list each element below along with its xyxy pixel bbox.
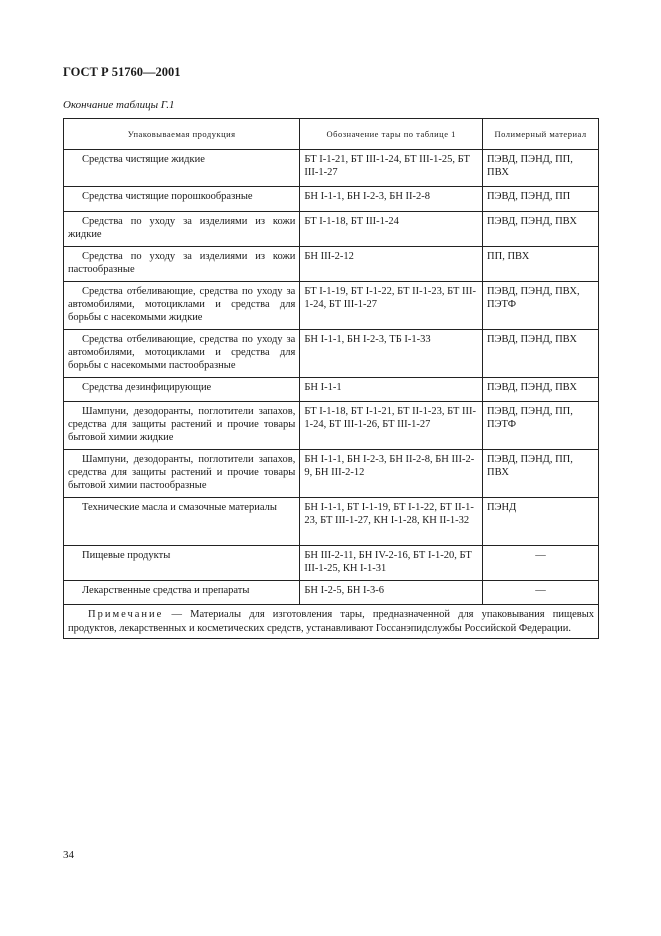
cell-product: Шампуни, дезодоранты, поглотители запахов, средства для защиты растений и прочие товары бытовой химии пастообразные bbox=[64, 450, 300, 498]
cell-material: ПЭВД, ПЭНД, ПП, ПЭТФ bbox=[483, 402, 599, 450]
table-row bbox=[64, 546, 599, 581]
page-number: 34 bbox=[63, 849, 74, 861]
note-text: — Материалы для изготовления тары, предназначенной для упаковывания пищевых продуктов, лекарственных и косметических средств, устанавливают Госсанэпидслужбы Российской Федерации. bbox=[68, 609, 594, 634]
cell-packaging: БН I-1-1, БН I-2-3, ТБ I-1-33 bbox=[300, 330, 483, 378]
table-row bbox=[64, 212, 599, 247]
table-note bbox=[64, 605, 599, 639]
cell-packaging: БН I-1-1, БН I-2-3, БН II-2-8, БН III-2-9, БН III-2-12 bbox=[300, 450, 483, 498]
cell-packaging: БТ I-1-18, БТ I-1-21, БТ II-1-23, БТ III-1-24, БТ III-1-26, БТ III-1-27 bbox=[300, 402, 483, 450]
note-label: Примечание bbox=[88, 609, 164, 620]
document-header: ГОСТ Р 51760—2001 bbox=[63, 65, 181, 79]
header-product: Упаковываемая продукция bbox=[64, 119, 300, 150]
cell-packaging: БН III-2-11, БН IV-2-16, БТ I-1-20, БТ III-1-25, КН I-1-31 bbox=[300, 546, 483, 581]
cell-packaging: БТ I-1-21, БТ III-1-24, БТ III-1-25, БТ III-1-27 bbox=[300, 150, 483, 187]
table-row bbox=[64, 330, 599, 378]
cell-material: ПЭВД, ПЭНД, ПВХ bbox=[483, 330, 599, 378]
cell-material: ПЭВД, ПЭНД, ПВХ, ПЭТФ bbox=[483, 282, 599, 330]
table-header-row bbox=[64, 119, 599, 150]
cell-material: ПЭВД, ПЭНД, ПП bbox=[483, 187, 599, 212]
cell-product: Пищевые продукты bbox=[64, 546, 300, 581]
cell-product: Шампуни, дезодоранты, поглотители запахов, средства для защиты растений и прочие товары бытовой химии жидкие bbox=[64, 402, 300, 450]
cell-product: Средства по уходу за изделиями из кожи пастообразные bbox=[64, 247, 300, 282]
table-row bbox=[64, 282, 599, 330]
table-row bbox=[64, 450, 599, 498]
cell-packaging: БН I-1-1, БТ I-1-19, БТ I-1-22, БТ II-1-23, БТ III-1-27, КН I-1-28, КН II-1-32 bbox=[300, 498, 483, 546]
table-row bbox=[64, 581, 599, 605]
cell-product: Средства отбеливающие, средства по уходу за автомобилями, мотоциклами и средства для борьбы с насекомыми жидкие bbox=[64, 282, 300, 330]
cell-material: ПЭНД bbox=[483, 498, 599, 546]
table-row bbox=[64, 247, 599, 282]
cell-packaging: БН I-1-1 bbox=[300, 378, 483, 402]
table-row bbox=[64, 498, 599, 546]
cell-product: Средства чистящие порошкообразные bbox=[64, 187, 300, 212]
cell-packaging: БН I-1-1, БН I-2-3, БН II-2-8 bbox=[300, 187, 483, 212]
cell-material: — bbox=[483, 581, 599, 605]
cell-material: ПЭВД, ПЭНД, ПВХ bbox=[483, 378, 599, 402]
table-row bbox=[64, 150, 599, 187]
cell-product: Технические масла и смазочные материалы bbox=[64, 498, 300, 546]
cell-product: Средства чистящие жидкие bbox=[64, 150, 300, 187]
cell-material: ПП, ПВХ bbox=[483, 247, 599, 282]
cell-material: ПЭВД, ПЭНД, ПП, ПВХ bbox=[483, 150, 599, 187]
cell-product: Средства отбеливающие, средства по уходу за автомобилями, мотоциклами и средства для борьбы с насекомыми пастообразные bbox=[64, 330, 300, 378]
cell-product: Лекарственные средства и препараты bbox=[64, 581, 300, 605]
cell-material: ПЭВД, ПЭНД, ПВХ bbox=[483, 212, 599, 247]
cell-product: Средства по уходу за изделиями из кожи жидкие bbox=[64, 212, 300, 247]
cell-packaging: БН I-2-5, БН I-3-6 bbox=[300, 581, 483, 605]
cell-packaging: БН III-2-12 bbox=[300, 247, 483, 282]
table-row bbox=[64, 402, 599, 450]
cell-material: ПЭВД, ПЭНД, ПП, ПВХ bbox=[483, 450, 599, 498]
table-caption: Окончание таблицы Г.1 bbox=[63, 99, 175, 111]
header-material: Полимерный материал bbox=[483, 119, 599, 150]
table-row bbox=[64, 187, 599, 212]
table-row bbox=[64, 378, 599, 402]
cell-material: — bbox=[483, 546, 599, 581]
cell-product: Средства дезинфицирующие bbox=[64, 378, 300, 402]
cell-packaging: БТ I-1-19, БТ I-1-22, БТ II-1-23, БТ III-1-24, БТ III-1-27 bbox=[300, 282, 483, 330]
header-packaging: Обозначение тары по таблице 1 bbox=[300, 119, 483, 150]
cell-packaging: БТ I-1-18, БТ III-1-24 bbox=[300, 212, 483, 247]
packaging-table bbox=[63, 118, 599, 639]
table-note-row bbox=[64, 605, 599, 639]
